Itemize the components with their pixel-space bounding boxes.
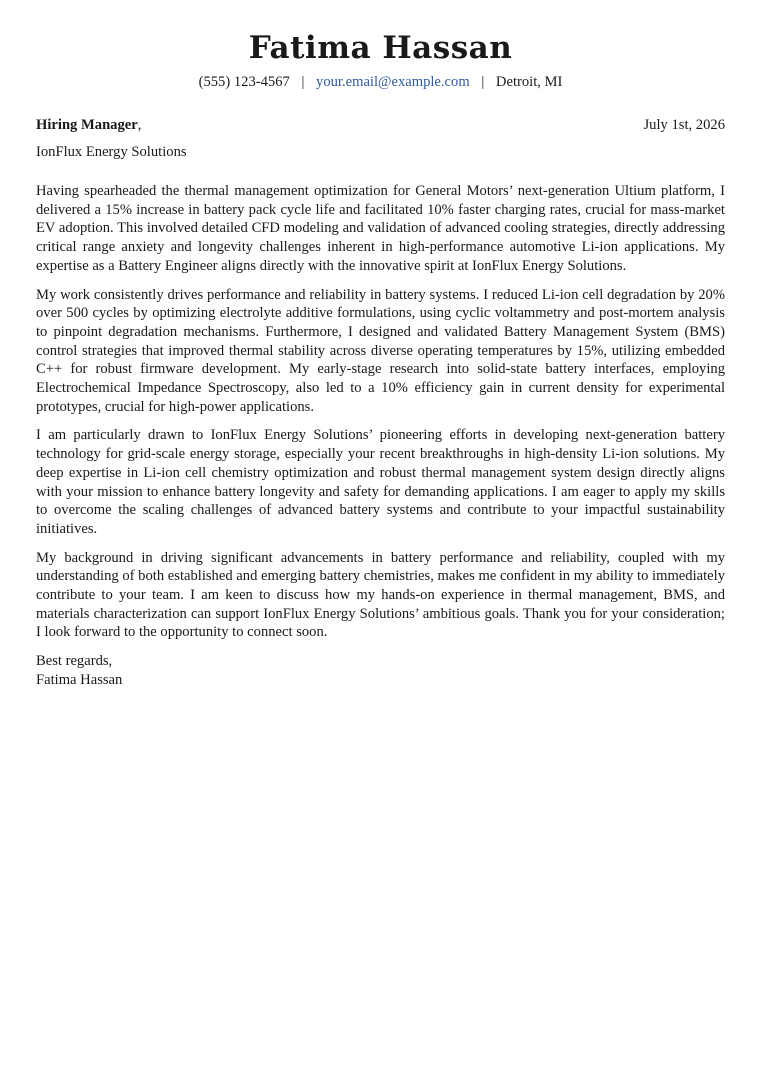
recipient-suffix: ,: [137, 117, 142, 133]
recipient-block: [36, 116, 141, 134]
closing-block: [36, 652, 725, 689]
letter-date: July 1st, 2026: [643, 117, 725, 133]
applicant-name: Fatima Hassan: [248, 30, 513, 66]
body-paragraph: I am particularly drawn to IonFlux Energy Solutions’ pioneering efforts in developing next-generation battery technology for grid-scale energy storage, especially your recent breakthroughs in high-density Li-ion solutions. My deep expertise in Li-ion cell chemistry optimization and robust thermal management system design directly aligns with your mission to enhance battery longevity and safety for demanding applications. I am eager to apply my skills to overcome the scaling challenges of advanced battery systems and contribute to your impactful sustainability initiatives.: [36, 427, 725, 537]
cover-letter: [36, 28, 725, 690]
recipient-name: Hiring Manager: [36, 117, 138, 133]
letter-body: [36, 182, 725, 642]
body-paragraph: My background in driving significant advancements in battery performance and reliability, coupled with my understanding of both established and emerging battery chemistries, makes me confident in my ability to immediately contribute to your team. I am keen to discuss how my hands-on experience in thermal management, BMS, and materials characterization can support IonFlux Energy Solutions’ ambitious goals. Thank you for your consideration; I look forward to the opportunity to connect soon.: [36, 549, 725, 641]
company-name: IonFlux Energy Solutions: [36, 144, 187, 160]
location: Detroit, MI: [495, 74, 563, 90]
signature-name: Fatima Hassan: [36, 671, 123, 688]
closing-phrase: Best regards,: [36, 653, 113, 670]
recipient-date-row: [36, 116, 725, 134]
contact-line: [36, 73, 725, 91]
separator: |: [301, 74, 305, 90]
phone-number: (555) 123-4567: [198, 74, 290, 90]
separator: |: [481, 74, 485, 90]
email-link[interactable]: your.email@example.com: [316, 74, 470, 90]
body-paragraph: My work consistently drives performance and reliability in battery systems. I reduced Li-ion cell degradation by 20% over 500 cycles by optimizing electrolyte additive formulations, using cyclic voltammetry and post-mortem analysis to pinpoint degradation mechanisms. Furthermore, I designed and validated Battery Management System (BMS) control strategies that improved thermal stability across diverse operating temperatures by 15%, utilizing embedded C++ for robust firmware development. My early-stage research into solid-state battery interfaces, employing Electrochemical Impedance Spectroscopy, also led to a 10% efficiency gain in current density for experimental prototypes, crucial for high-power applications.: [36, 286, 725, 415]
body-paragraph: Having spearheaded the thermal management optimization for General Motors’ next-generation Ultium platform, I delivered a 15% increase in battery pack cycle life and facilitated 10% faster charging rates, crucial for mass-market EV adoption. This involved detailed CFD modeling and validation of advanced cooling strategies, directly addressing critical range anxiety and longevity challenges inherent in high-performance automotive Li-ion applications. My expertise as a Battery Engineer aligns directly with the innovative spirit at IonFlux Energy Solutions.: [36, 183, 725, 274]
